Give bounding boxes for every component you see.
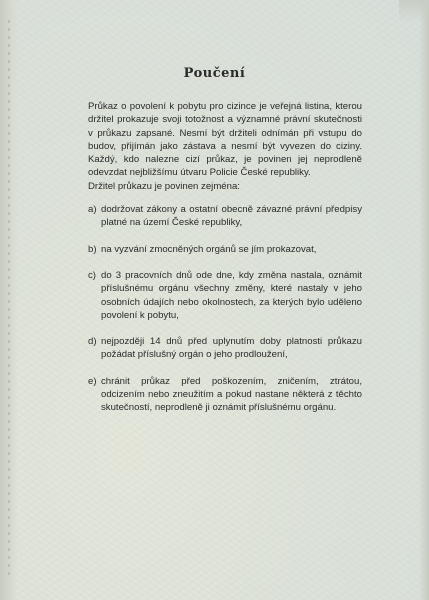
document-title: Poučení	[183, 66, 246, 81]
list-item-text: na vyzvání zmocněných orgánů se jím prokazovat,	[101, 243, 317, 255]
page-corner-shadow	[399, 0, 429, 22]
page-edge-shadow	[419, 0, 429, 600]
obligations-list	[88, 203, 362, 415]
list-item-letter: a)	[88, 204, 97, 216]
list-item-text: dodržovat zákony a ostatní obecně závazné právní předpisy platné na území České republiky,	[101, 204, 362, 229]
document-body	[88, 100, 362, 428]
list-item-letter: b)	[88, 243, 97, 255]
obligations-lead: Držitel průkazu je povinen zejména:	[88, 180, 240, 192]
list-item	[88, 203, 362, 230]
list-item	[88, 335, 362, 362]
list-item-text: do 3 pracovních dnů ode dne, kdy změna nastala, oznámit příslušnému orgánu všechny změny, které nastaly v jeho osobních údajích nebo okolnostech, za kterých bylo uděleno povolení k pobytu,	[101, 269, 362, 321]
list-item-text: nejpozději 14 dnů před uplynutím doby platnosti průkazu požádat příslušný orgán o jeho prodloužení,	[101, 336, 362, 361]
binding-stitch	[8, 20, 10, 580]
list-item	[88, 375, 362, 415]
list-item	[88, 269, 362, 322]
list-item-text: chránit průkaz před poškozením, zničením, ztrátou, odcizením nebo zneužitím a pokud nastane některá z těchto skutečností, neprodleně ji oznámit příslušnému orgánu.	[101, 375, 362, 414]
intro-paragraph: Průkaz o povolení k pobytu pro cizince je veřejná listina, kterou držitel prokazuje svoji totožnost a významné právní skutečnosti v průkazu zapsané. Nesmí být držiteli odnímán při vstupu do budov, přijímán jako zástava a nesmí být vyvezen do ciziny. Každý, kdo nalezne cizí průkaz, je povinen jej neprodleně odevzdat nejbližšímu útvaru Policie České republiky.	[88, 101, 362, 179]
list-item-letter: e)	[88, 375, 97, 387]
list-item	[88, 243, 362, 256]
list-item-letter: c)	[88, 269, 96, 281]
list-item-letter: d)	[88, 336, 97, 348]
